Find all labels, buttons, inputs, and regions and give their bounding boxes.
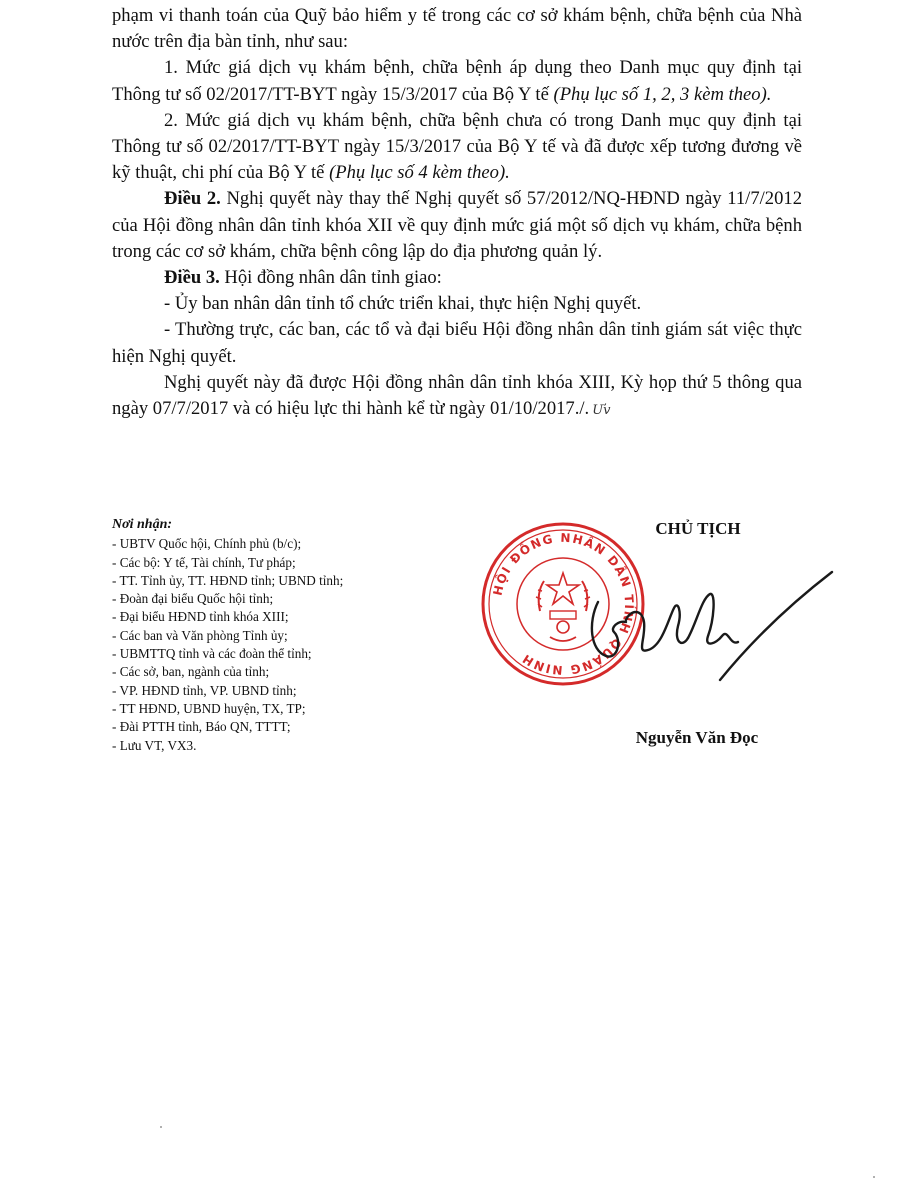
recipient-item: - UBMTTQ tỉnh và các đoàn thể tỉnh;: [112, 646, 312, 662]
recipients-block: [112, 516, 442, 755]
signer-name: Nguyễn Văn Đọc: [635, 728, 759, 747]
recipient-item: - Các ban và Văn phòng Tỉnh ủy;: [112, 627, 288, 643]
article-3-text: Hội đồng nhân dân tỉnh giao:: [219, 267, 442, 289]
recipient-item: - UBTV Quốc hội, Chính phủ (b/c);: [112, 536, 302, 552]
article-2-text: Nghị quyết này thay thế Nghị quyết số 57/2012/NQ-HĐND ngày 11/7/2012 của Hội đồng nhân dân tỉnh khóa XII về quy định mức giá một số dịch vụ khám, chữa bệnh trong các cơ sở khám, chữa bệnh công lập do địa phương quản lý.: [112, 188, 802, 262]
paragraph-scope: phạm vi thanh toán của Quỹ bảo hiểm y tế trong các cơ sở khám bệnh, chữa bệnh của Nhà nước trên địa bàn tỉnh, như sau:: [112, 5, 802, 53]
recipients-list: [112, 535, 442, 755]
item-2-appendix-ref: (Phụ lục số 4 kèm theo).: [329, 162, 510, 184]
signer-title: CHỦ TỊCH: [655, 519, 741, 538]
recipient-item: - Các sở, ban, ngành của tỉnh;: [112, 664, 270, 680]
article-3-label: Điều 3.: [164, 267, 220, 289]
document-body: [112, 3, 802, 424]
recipient-item: - Đại biểu HĐND tỉnh khóa XIII;: [112, 609, 289, 625]
recipient-item: - Lưu VT, VX3.: [112, 737, 197, 753]
paragraph-item-1: [112, 55, 802, 107]
scan-speck: [160, 1126, 162, 1128]
seal-ring-text: HỘI ĐỒNG NHÂN DÂN TỈNH QUẢNG NINH: [490, 530, 637, 678]
scan-speck: [873, 1176, 875, 1178]
item-1-appendix-ref: (Phụ lục số 1, 2, 3 kèm theo).: [553, 83, 772, 105]
recipient-item: - VP. HĐND tỉnh, VP. UBND tỉnh;: [112, 682, 297, 698]
recipient-item: - TT. Tỉnh ủy, TT. HĐND tỉnh; UBND tỉnh;: [112, 572, 344, 588]
article-2-label: Điều 2.: [164, 188, 221, 210]
recipient-item: - Đài PTTH tỉnh, Báo QN, TTTT;: [112, 719, 291, 735]
article-3-item-1: - Ủy ban nhân dân tỉnh tổ chức triển khai, thực hiện Nghị quyết.: [164, 293, 642, 315]
item-1-text: 1. Mức giá dịch vụ khám bệnh, chữa bệnh áp dụng theo Danh mục quy định tại Thông tư số 02/2017/TT-BYT ngày 15/3/2017 của Bộ Y tế: [112, 57, 802, 105]
article-2: [112, 186, 802, 265]
recipient-item: - TT HĐND, UBND huyện, TX, TP;: [112, 700, 306, 716]
item-2-text: 2. Mức giá dịch vụ khám bệnh, chữa bệnh chưa có trong Danh mục quy định tại Thông tư số 02/2017/TT-BYT ngày 15/3/2017 của Bộ Y tế và đã được xếp tương đương về kỹ thuật, chi phí của Bộ Y tế: [112, 109, 802, 184]
article-3: [112, 265, 802, 291]
article-3-item-2: - Thường trực, các ban, các tổ và đại biểu Hội đồng nhân dân tỉnh giám sát việc thực hiện Nghị quyết.: [112, 319, 802, 367]
recipient-item: - Các bộ: Y tế, Tài chính, Tư pháp;: [112, 554, 296, 570]
recipient-item: - Đoàn đại biểu Quốc hội tỉnh;: [112, 591, 274, 607]
handwritten-signature: [570, 550, 840, 700]
recipients-title: Nơi nhận:: [112, 517, 173, 532]
closing-text: Nghị quyết này đã được Hội đồng nhân dân tỉnh khóa XIII, Kỳ họp thứ 5 thông qua ngày 07/7/2017 và có hiệu lực thi hành kể từ ngày 01/10/2017./.: [112, 371, 802, 420]
initials-mark: Ưv: [592, 403, 611, 419]
paragraph-item-2: [112, 108, 802, 187]
closing-paragraph: [112, 370, 802, 424]
